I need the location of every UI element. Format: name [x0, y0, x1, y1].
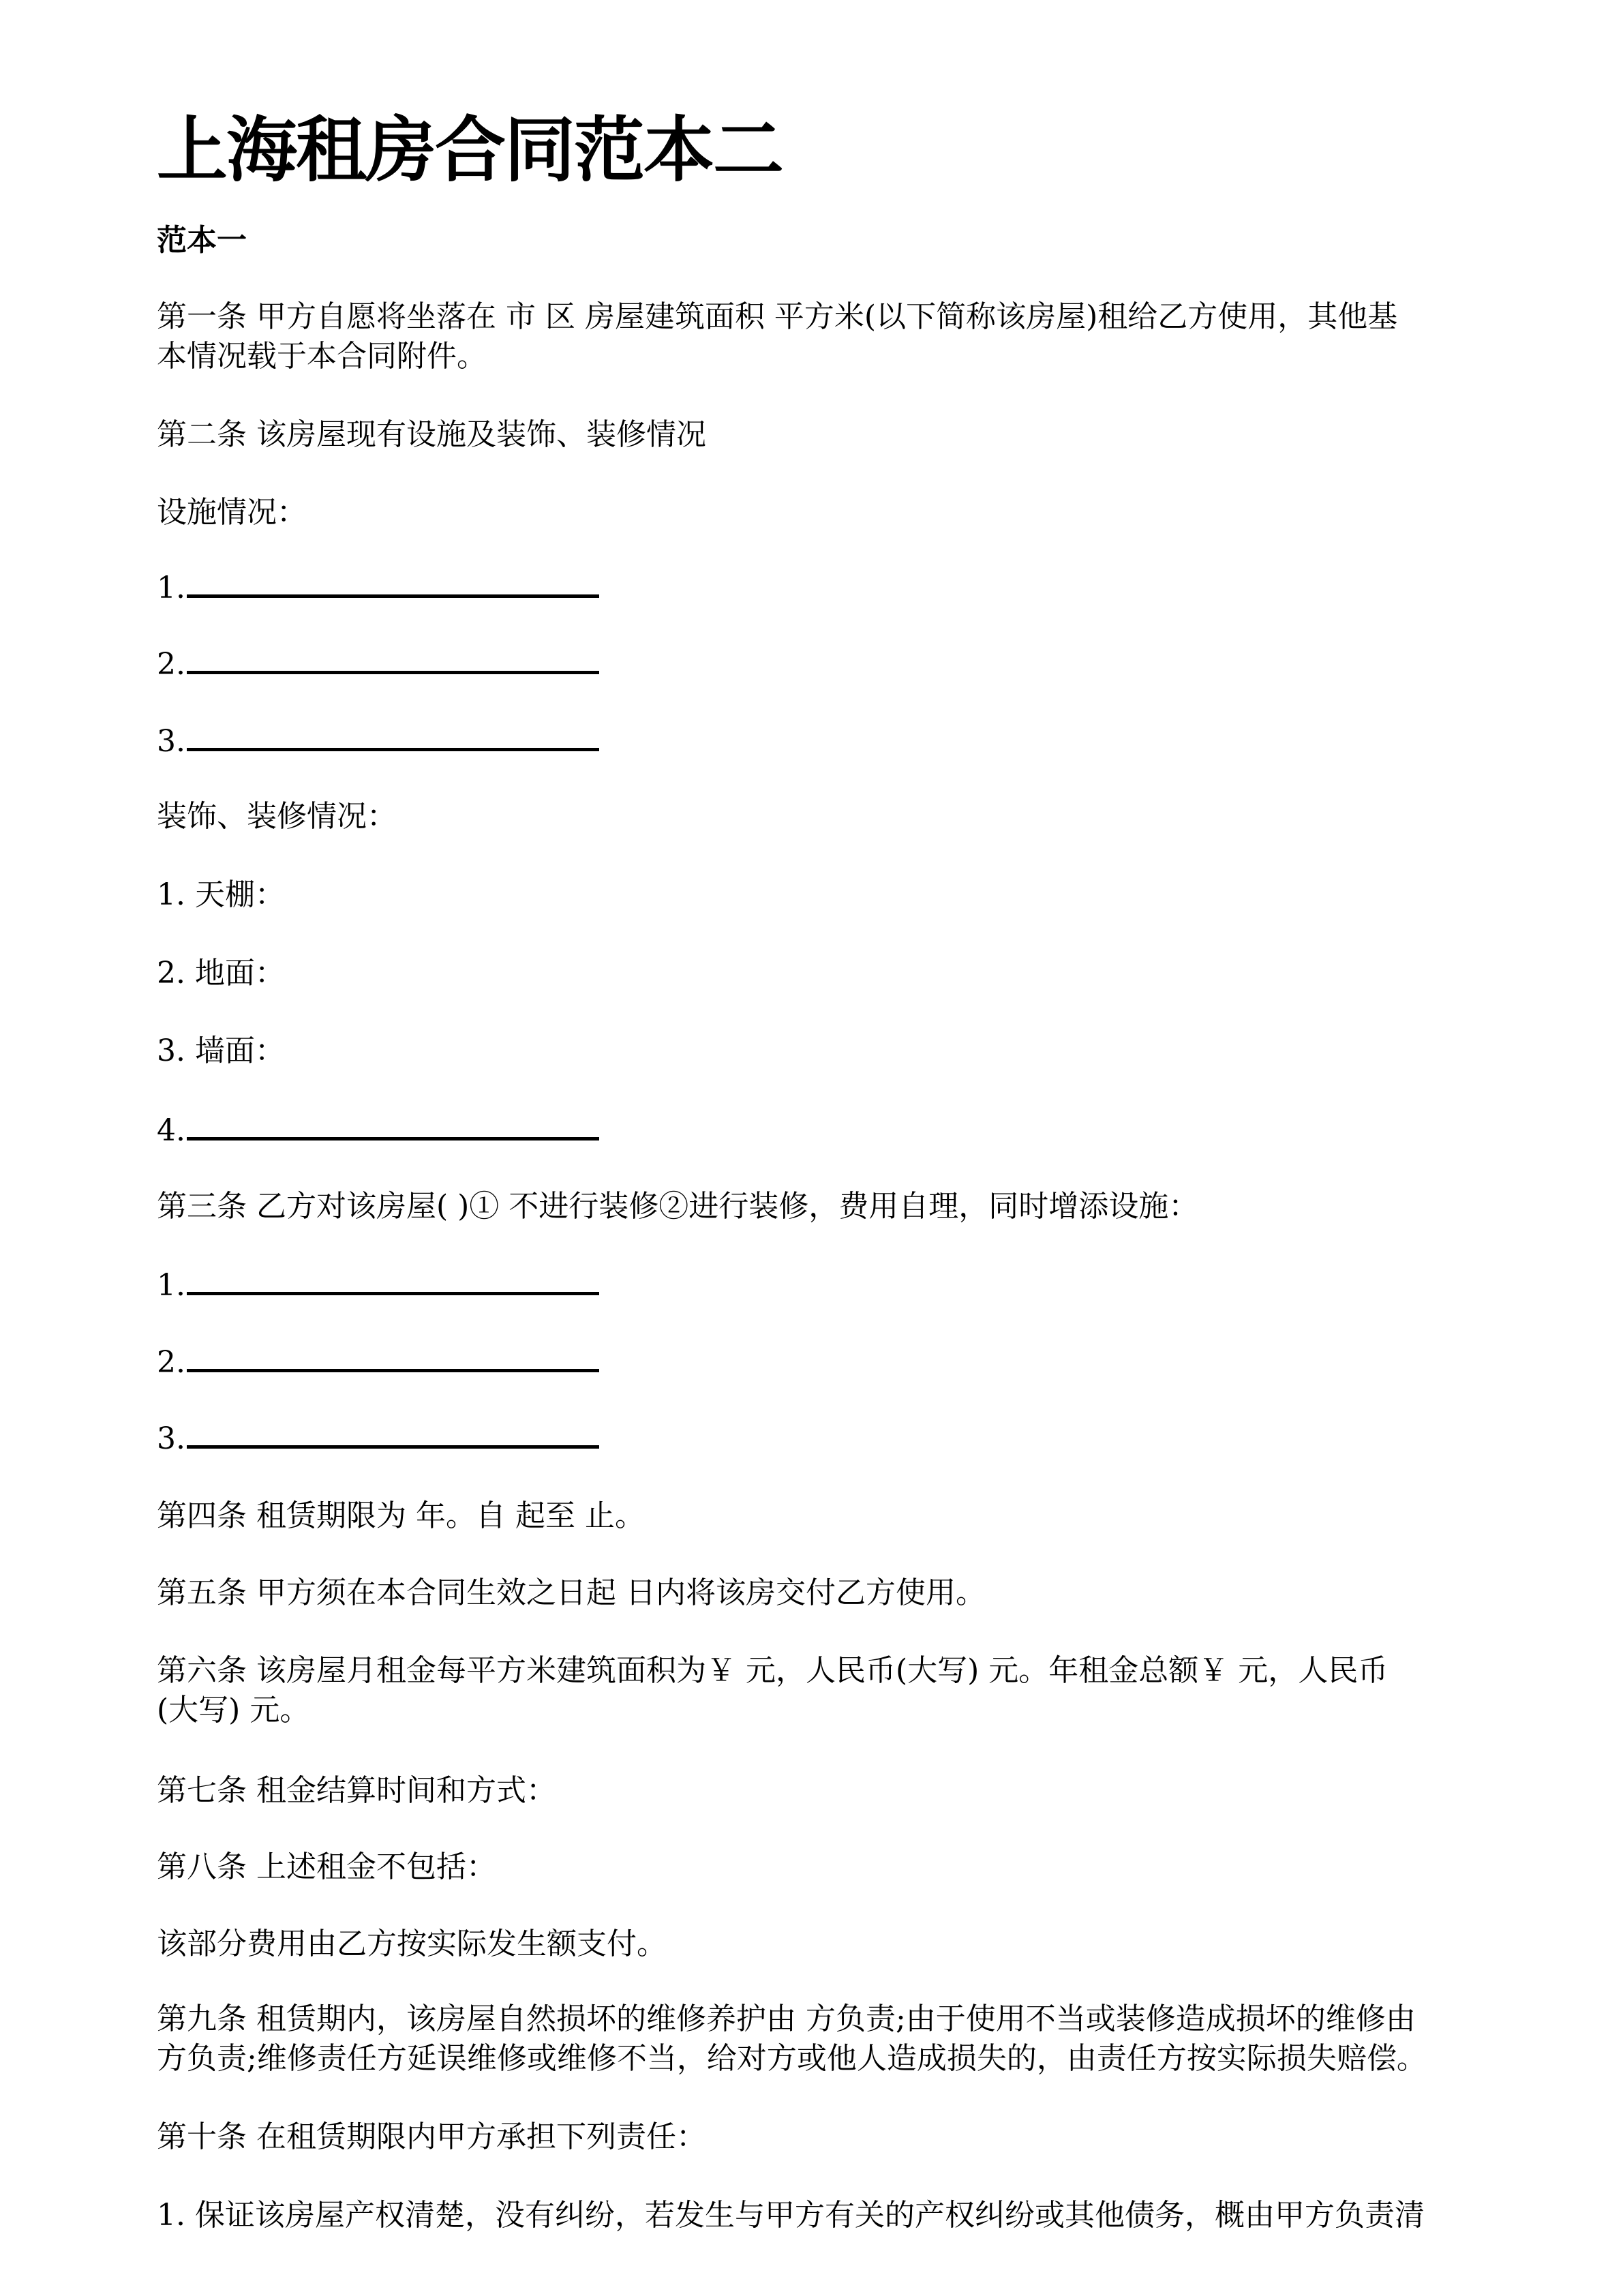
article-7: 第七条 租金结算时间和方式：: [157, 1773, 556, 1808]
article-10-item-1: 1. 保证该房屋产权清楚，没有纠纷，若发生与甲方有关的产权纠纷或其他债务，概由甲方负责清: [157, 2198, 1425, 2233]
added-facility-1: [157, 1265, 1541, 1305]
blank-line[interactable]: [187, 1342, 599, 1372]
article-6-line-2: (大写) 元。: [157, 1693, 310, 1727]
decoration-item-ceiling: 1. 天棚：: [157, 877, 285, 912]
decoration-item-4: [157, 1110, 1541, 1151]
facility-item-1: [157, 567, 1541, 608]
article-2: 第二条 该房屋现有设施及装饰、装修情况: [157, 417, 706, 452]
blank-line[interactable]: [187, 644, 599, 674]
facility-item-3: [157, 721, 1541, 761]
facilities-label: 设施情况：: [157, 495, 307, 530]
decoration-item-floor: 2. 地面：: [157, 956, 285, 991]
article-3: 第三条 乙方对该房屋( )① 不进行装修②进行装修，费用自理，同时增添设施：: [157, 1189, 1199, 1224]
article-8-note: 该部分费用由乙方按实际发生额支付。: [157, 1927, 667, 1961]
decoration-item-wall: 3. 墙面：: [157, 1033, 285, 1068]
added-facility-2-number: 2.: [157, 1345, 185, 1380]
added-facility-2: [157, 1342, 1541, 1383]
blank-line[interactable]: [187, 567, 599, 598]
article-4: 第四条 租赁期限为 年。自 起至 止。: [157, 1498, 645, 1533]
article-5: 第五条 甲方须在本合同生效之日起 日内将该房交付乙方使用。: [157, 1575, 986, 1610]
section-heading: 范本一: [157, 223, 247, 258]
decoration-label: 装饰、装修情况：: [157, 799, 397, 834]
article-9-line-2: 方负责;维修责任方延误维修或维修不当，给对方或他人造成损失的，由责任方按实际损失赔偿。: [157, 2041, 1427, 2076]
article-10: 第十条 在租赁期限内甲方承担下列责任：: [157, 2119, 706, 2154]
blank-line[interactable]: [187, 721, 599, 751]
added-facility-1-number: 1.: [157, 1268, 185, 1303]
article-9-line-1: 第九条 租赁期内，该房屋自然损坏的维修养护由 方负责;由于使用不当或装修造成损坏的维修由: [157, 2002, 1416, 2036]
facility-item-3-number: 3.: [157, 724, 185, 759]
article-8: 第八条 上述租金不包括：: [157, 1849, 496, 1884]
article-1-line-1: 第一条 甲方自愿将坐落在 市 区 房屋建筑面积 平方米(以下简称该房屋)租给乙方使用，其他基: [157, 299, 1398, 334]
decoration-item-4-number: 4.: [157, 1113, 185, 1148]
facility-item-1-number: 1.: [157, 571, 185, 605]
blank-line[interactable]: [187, 1110, 599, 1141]
added-facility-3: [157, 1418, 1541, 1459]
document-title: 上海租房合同范本二: [157, 108, 783, 192]
blank-line[interactable]: [187, 1418, 599, 1449]
added-facility-3-number: 3.: [157, 1421, 185, 1456]
article-6-line-1: 第六条 该房屋月租金每平方米建筑面积为￥ 元，人民币(大写) 元。年租金总额￥ 元，人民币: [157, 1653, 1389, 1688]
article-1-line-2: 本情况载于本合同附件。: [157, 339, 487, 374]
facility-item-2: [157, 644, 1541, 684]
blank-line[interactable]: [187, 1265, 599, 1295]
facility-item-2-number: 2.: [157, 647, 185, 682]
